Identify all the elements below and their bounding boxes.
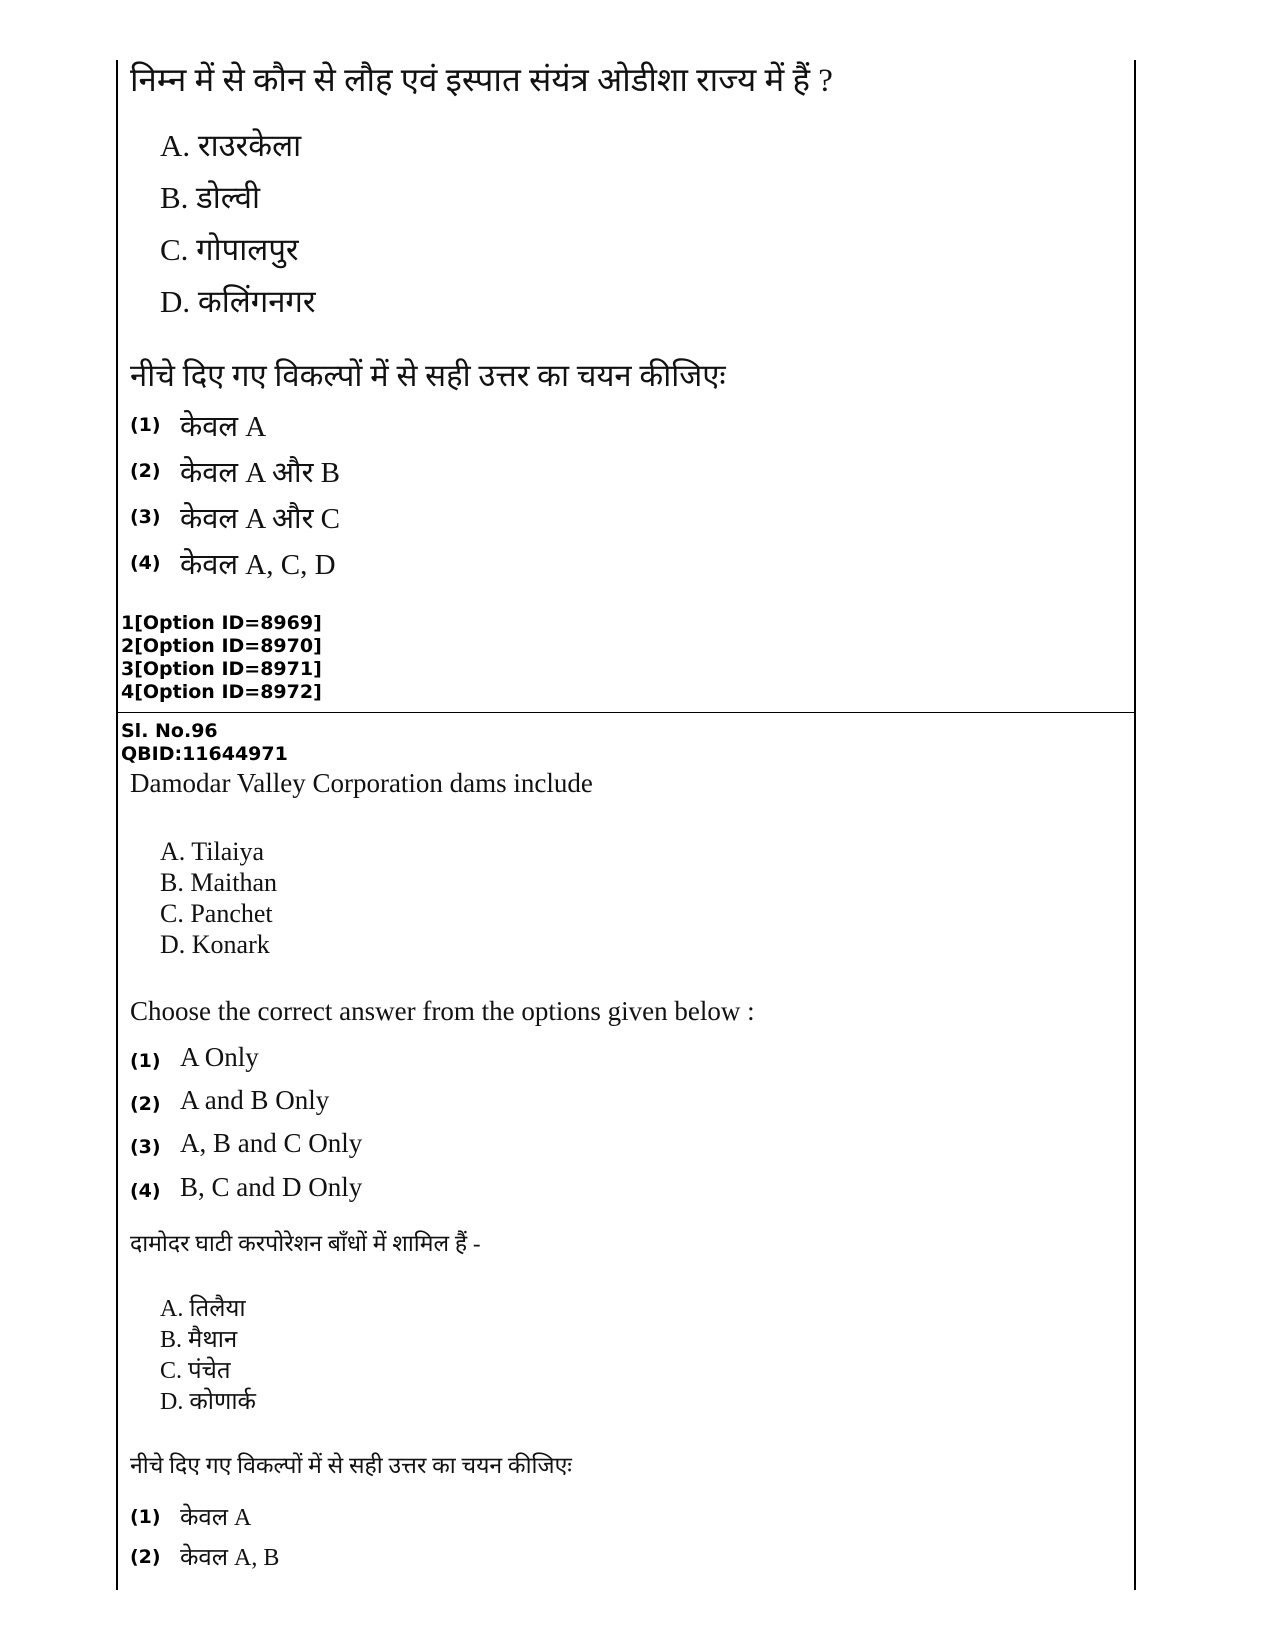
option-text: केवल A: [180, 411, 267, 443]
question-header: [121, 720, 288, 766]
statement-b: B. मैथान: [160, 1327, 238, 1353]
choose-instruction-hindi: नीचे दिए गए विकल्पों में से सही उत्तर का चयन कीजिएः: [130, 1453, 572, 1478]
statement-c: C. पंचेत: [160, 1358, 231, 1384]
option-id-list: [121, 612, 322, 704]
choose-instruction-hindi: नीचे दिए गए विकल्पों में से सही उत्तर का चयन कीजिएः: [130, 358, 726, 393]
option-number: (2): [130, 1093, 161, 1115]
option-text: केवल A: [180, 1505, 252, 1531]
option-id: 3[Option ID=8971]: [121, 658, 322, 680]
statement-c: C. गोपालपुर: [160, 232, 299, 267]
qbid: QBID:11644971: [121, 743, 288, 765]
option-text: A, B and C Only: [180, 1128, 363, 1158]
option-number: (1): [130, 1050, 161, 1072]
statement-a: A. तिलैया: [160, 1296, 246, 1322]
statement-a: A. राउरकेला: [160, 128, 302, 163]
option-text: केवल A और C: [180, 503, 341, 535]
option-number: (4): [130, 552, 161, 574]
option-text: B, C and D Only: [180, 1172, 363, 1202]
statement-b: B. डोल्वी: [160, 180, 261, 215]
question-text-english: Damodar Valley Corporation dams include: [130, 768, 593, 798]
statement-d: D. Konark: [160, 930, 270, 959]
option-number: (4): [130, 1180, 161, 1202]
option-id: 1[Option ID=8969]: [121, 612, 322, 634]
option-text: A Only: [180, 1042, 259, 1072]
statement-c: C. Panchet: [160, 899, 273, 928]
option-text: केवल A, C, D: [180, 549, 336, 581]
question-text-hindi: निम्न में से कौन से लौह एवं इस्पात संयंत्र ओडीशा राज्य में हैं ?: [130, 63, 833, 99]
option-number: (1): [130, 1506, 161, 1528]
choose-instruction-english: Choose the correct answer from the options given below :: [130, 996, 755, 1026]
question-divider: [116, 712, 1134, 713]
option-text: A and B Only: [180, 1085, 330, 1115]
question-text-hindi: दामोदर घाटी करपोरेशन बाँधों में शामिल हैं -: [130, 1231, 481, 1256]
statement-a: A. Tilaiya: [160, 837, 265, 866]
statement-d: D. कोणार्क: [160, 1389, 256, 1415]
option-number: (2): [130, 1546, 161, 1568]
statement-b: B. Maithan: [160, 868, 277, 897]
option-number: (2): [130, 460, 161, 482]
option-text: केवल A और B: [180, 457, 341, 489]
statement-d: D. कलिंगनगर: [160, 284, 316, 319]
serial-number: Sl. No.96: [121, 720, 218, 742]
option-number: (3): [130, 1136, 161, 1158]
option-number: (3): [130, 506, 161, 528]
option-id: 2[Option ID=8970]: [121, 635, 322, 657]
option-text: केवल A, B: [180, 1545, 280, 1571]
option-id: 4[Option ID=8972]: [121, 681, 322, 703]
option-number: (1): [130, 414, 161, 436]
